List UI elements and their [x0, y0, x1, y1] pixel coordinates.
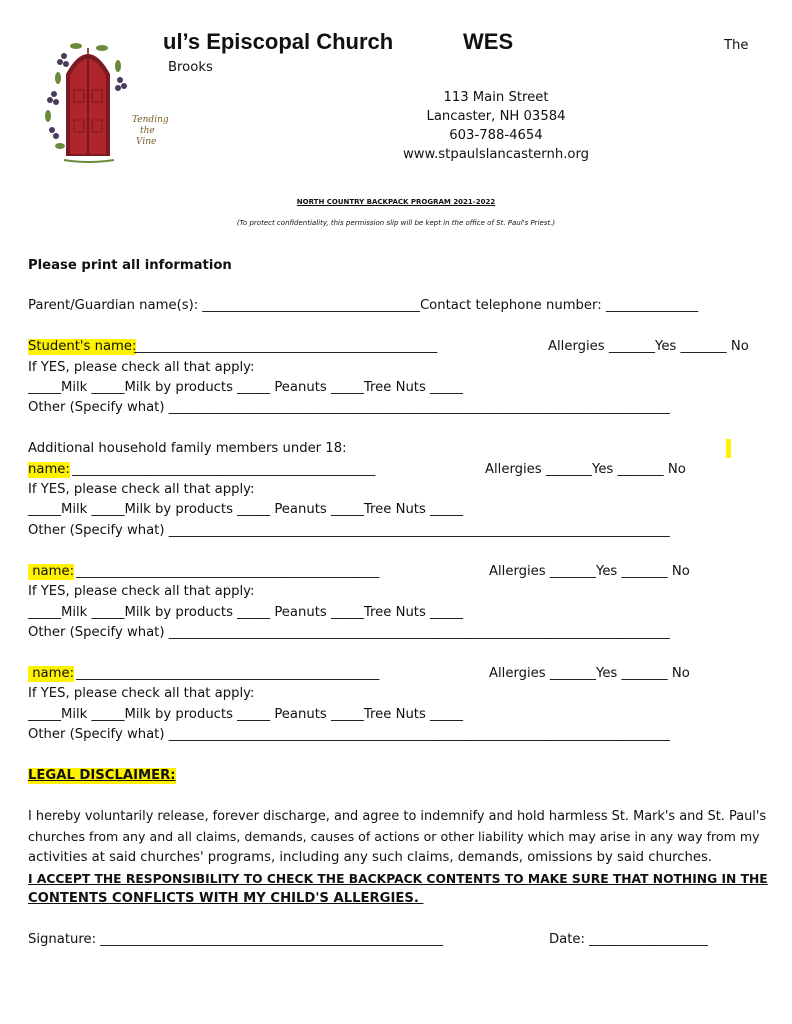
- member-name-label: name:: [28, 462, 70, 477]
- member-allergies[interactable]: Allergies _______Yes _______ No: [489, 666, 690, 681]
- church-name: ul’s Episcopal Church: [163, 29, 394, 54]
- student-name-label: Student's name:: [28, 339, 137, 354]
- member-ifyes: If YES, please check all that apply:: [28, 584, 255, 599]
- legal-body-line: churches from any and all claims, demands, causes of actions or other liability which may arise in any way from my: [28, 829, 760, 844]
- svg-text:Vine: Vine: [136, 137, 157, 147]
- legal-accept-line: CONTENTS CONFLICTS WITH MY CHILD'S ALLERGIES.: [28, 891, 424, 906]
- member-ifyes: If YES, please check all that apply:: [28, 482, 255, 497]
- member-name-label: name:: [28, 666, 75, 681]
- instructions: Please print all information: [28, 258, 232, 273]
- address-street: 113 Main Street: [443, 90, 549, 105]
- additional-members-heading: Additional household family members under 18:: [28, 441, 347, 456]
- header-brooks: Brooks: [168, 60, 213, 75]
- member-name-line[interactable]: ______________________________________________: [76, 564, 380, 579]
- student-allergies[interactable]: Allergies _______Yes _______ No: [548, 339, 749, 354]
- legal-body-line: I hereby voluntarily release, forever discharge, and agree to indemnify and hold harmless St. Mark's and St. Paul's: [28, 809, 767, 824]
- legal-accept-line: I ACCEPT THE RESPONSIBILITY TO CHECK THE BACKPACK CONTENTS TO MAKE SURE THAT NOTHING IN THE: [28, 872, 768, 886]
- date-line[interactable]: Date: __________________: [549, 932, 708, 947]
- signature-line[interactable]: Signature: ____________________________________________________: [28, 932, 444, 947]
- highlight-marker: [726, 439, 731, 458]
- member-other[interactable]: Other (Specify what) ____________________________________________________________________________: [28, 727, 670, 742]
- member-allergies[interactable]: Allergies _______Yes _______ No: [485, 462, 686, 477]
- student-name-line[interactable]: ______________________________________________: [134, 339, 438, 354]
- member-ifyes: If YES, please check all that apply:: [28, 686, 255, 701]
- legal-body-line: activities at said churches' programs, including any such claims, demands, omissions by said churches.: [28, 850, 713, 865]
- svg-text:the: the: [140, 126, 155, 136]
- member-allergy-checks[interactable]: _____Milk _____Milk by products _____ Peanuts _____Tree Nuts _____: [28, 605, 464, 620]
- member-name-label: name:: [28, 564, 75, 579]
- member-other[interactable]: Other (Specify what) ____________________________________________________________________________: [28, 625, 670, 640]
- header-wes: WES: [463, 29, 514, 54]
- student-allergy-checks[interactable]: _____Milk _____Milk by products _____ Peanuts _____Tree Nuts _____: [28, 380, 464, 395]
- member-name-line[interactable]: ______________________________________________: [76, 666, 380, 681]
- svg-text:Tending: Tending: [132, 115, 169, 125]
- member-allergies[interactable]: Allergies _______Yes _______ No: [489, 564, 690, 579]
- member-allergy-checks[interactable]: _____Milk _____Milk by products _____ Peanuts _____Tree Nuts _____: [28, 502, 464, 517]
- parent-guardian-line[interactable]: Parent/Guardian name(s): _________________________________Contact telephone number: ______________: [28, 298, 699, 313]
- program-title: NORTH COUNTRY BACKPACK PROGRAM 2021-2022: [296, 198, 496, 206]
- address-city: Lancaster, NH 03584: [426, 109, 566, 124]
- address-website: www.stpaulslancasternh.org: [402, 147, 590, 162]
- member-name-line[interactable]: ______________________________________________: [72, 462, 376, 477]
- member-other[interactable]: Other (Specify what) ____________________________________________________________________________: [28, 523, 670, 538]
- legal-disclaimer-heading: LEGAL DISCLAIMER:: [28, 768, 176, 783]
- student-ifyes: If YES, please check all that apply:: [28, 360, 255, 375]
- program-subtitle: (To protect confidentiality, this permission slip will be kept in the office of St. Paul's Priest.): [236, 219, 556, 227]
- church-door-logo: [36, 34, 169, 166]
- member-allergy-checks[interactable]: _____Milk _____Milk by products _____ Peanuts _____Tree Nuts _____: [28, 707, 464, 722]
- address-phone: 603-788-4654: [449, 128, 543, 143]
- student-other[interactable]: Other (Specify what) ____________________________________________________________________________: [28, 400, 670, 415]
- header-the: The: [724, 38, 749, 53]
